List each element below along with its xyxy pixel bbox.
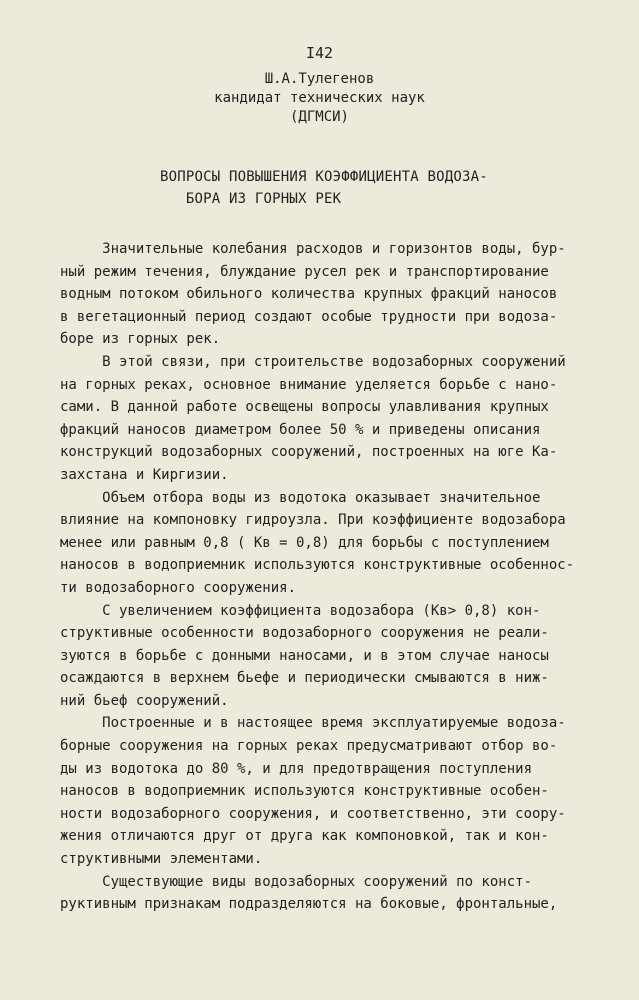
body-line: руктивным признакам подразделяются на боковые, фронтальные, (60, 896, 558, 913)
body-line: Существующие виды водозаборных сооружений по конст- (60, 873, 533, 890)
body-line: структивными элементами. (60, 851, 263, 868)
body-line: боре из горных рек. (60, 331, 221, 348)
body-line: наносов в водоприемник используются конструктивные особеннос- (60, 557, 575, 574)
body-line: В этой связи, при строительстве водозаборных сооружений (60, 353, 566, 370)
body-line: конструкций водозаборных сооружений, построенных на юге Ка- (60, 444, 558, 461)
body-line: осаждаются в верхнем бьефе и периодически смываются в ниж- (60, 670, 549, 687)
article-body (60, 238, 620, 916)
body-line: захстана и Киргизии. (60, 466, 229, 483)
body-line: менее или равным 0,8 ( Кв = 0,8) для борьбы с поступлением (60, 534, 549, 551)
body-line: Значительные колебания расходов и горизонтов воды, бур- (60, 241, 566, 257)
body-line: ности водозаборного сооружения, и соответственно, эти соору- (60, 805, 566, 822)
page-number: I42 (305, 44, 334, 62)
body-line: Объем отбора воды из водотока оказывает значительное (60, 489, 541, 506)
body-line: ный режим течения, блуждание русел рек и транспортирование (60, 263, 549, 280)
author-name: Ш.А.Тулегенов (264, 71, 375, 87)
body-line: водным потоком обильного количества крупных фракций наносов (60, 286, 558, 303)
body-line: влияние на компоновку гидроузла. При коэффициенте водозабора (60, 512, 566, 529)
body-line: С увеличением коэффициента водозабора (Кв> 0,8) кон- (60, 602, 541, 619)
body-line: структивные особенности водозаборного сооружения не реали- (60, 625, 549, 642)
author-organization: (ДГМСИ) (289, 109, 349, 125)
article-title (160, 166, 488, 210)
title-line: ВОПРОСЫ ПОВЫШЕНИЯ КОЭФФИЦИЕНТА ВОДОЗА- (160, 169, 488, 185)
body-line: борные сооружения на горных реках предусматривают отбор во- (60, 738, 558, 755)
body-line: жения отличаются друг от друга как компоновкой, так и кон- (60, 828, 549, 845)
body-line: на горных реках, основное внимание уделяется борьбе с нано- (60, 376, 558, 393)
body-line: фракций наносов диаметром более 50 % и приведены описания (60, 421, 541, 438)
author-block (0, 70, 639, 127)
body-line: ти водозаборного сооружения. (60, 579, 297, 596)
title-line: БОРА ИЗ ГОРНЫХ РЕК (160, 191, 342, 207)
body-line: ды из водотока до 80 %, и для предотвращения поступления (60, 760, 533, 777)
body-line: наносов в водоприемник используются конструктивные особен- (60, 783, 549, 800)
body-line: зуются в борьбе с донными наносами, и в этом случае наносы (60, 647, 549, 664)
body-line: в вегетационный период создают особые трудности при водоза- (60, 308, 558, 325)
body-line: сами. В данной работе освещены вопросы улавливания крупных (60, 399, 549, 416)
body-line: Построенные и в настоящее время эксплуатируемые водоза- (60, 715, 566, 732)
body-line: ний бьеф сооружений. (60, 692, 229, 709)
author-degree: кандидат технических наук (214, 90, 425, 106)
